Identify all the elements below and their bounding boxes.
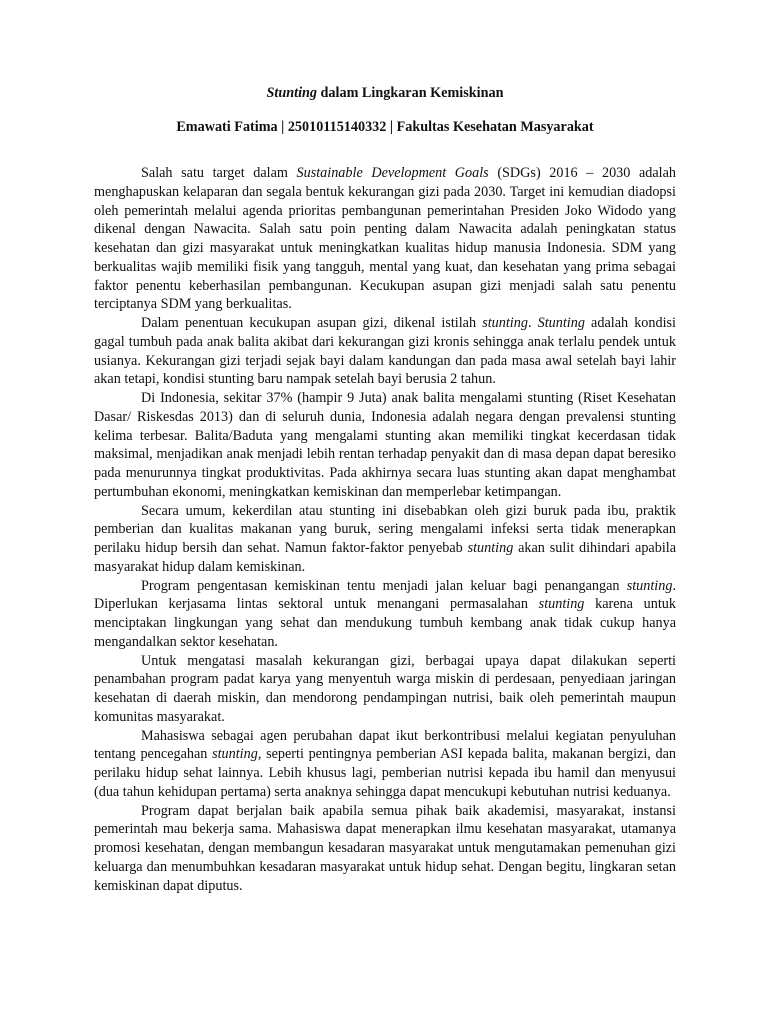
paragraph-text: Salah satu target dalam <box>141 165 297 181</box>
document-body <box>94 164 676 895</box>
paragraph-text: (SDGs) 2016 – 2030 adalah menghapuskan kelaparan dan segala bentuk kekurangan gizi pada 2030. Target ini kemudian diadopsi oleh pemerintah melalui agenda prioritas pembangunan pemerintahan Presiden Joko Widodo yang dikenal dengan Nawacita. Salah satu poin penting dalam Nawacita adalah peningkatan status kesehatan dan gizi masyarakat untuk meningkatkan kualitas hidup manusia Indonesia. SDM yang berkualitas wajib memiliki fisik yang tangguh, mental yang kuat, dan kesehatan yang prima sebagai faktor penentu keberhasilan pembangunan. Kecukupan asupan gizi menjadi salah satu penentu terciptanya SDM yang berkualitas. <box>94 165 676 313</box>
body-paragraph <box>94 577 676 652</box>
document-title-italic: Stunting <box>266 85 317 101</box>
paragraph-text: Dalam penentuan kecukupan asupan gizi, dikenal istilah <box>141 315 483 331</box>
document-title <box>94 84 676 102</box>
paragraph-text: . <box>527 315 538 331</box>
document-title-rest: dalam Lingkaran Kemiskinan <box>317 85 504 101</box>
paragraph-text: karena untuk menciptakan lingkungan yang sehat dan mendukung tumbuh kembang anak tidak cukup hanya mengandalkan sektor kesehatan. <box>94 596 676 650</box>
italic-term: Stunting <box>537 315 585 331</box>
body-paragraph <box>94 802 676 896</box>
body-paragraph <box>94 389 676 502</box>
italic-term: Sustainable Development Goals <box>296 165 489 181</box>
paragraph-text: akan sulit dihindari apabila masyarakat hidup dalam kemiskinan. <box>94 540 676 575</box>
document-page <box>94 84 676 895</box>
paragraph-text: Untuk mengatasi masalah kekurangan gizi, berbagai upaya dapat dilakukan seperti penambahan program padat karya yang menyentuh warga miskin di perdesaan, penyediaan jaringan kesehatan di daerah miskin, dan mendorong pendampingan nutrisi, baik oleh pemerintah maupun komunitas masyarakat. <box>94 652 676 725</box>
paragraph-text: , seperti pentingnya pemberian ASI kepada balita, makanan bergizi, dan perilaku hidup sehat lainnya. Lebih khusus lagi, pemberian nutrisi kepada ibu hamil dan menyusui (dua tahun kehidupan pertama) serta anaknya sehingga dapat mencukupi kebutuhan nutrisi keduanya. <box>94 746 676 800</box>
paragraph-text: Mahasiswa sebagai agen perubahan dapat ikut berkontribusi melalui kegiatan penyuluhan tentang pencegahan <box>94 727 676 763</box>
italic-term: stunting <box>538 596 585 613</box>
paragraph-text: . Diperlukan kerjasama lintas sektoral untuk menangani permasalahan <box>94 577 676 613</box>
italic-term: stunting <box>626 577 673 594</box>
italic-term: stunting <box>467 540 514 556</box>
body-paragraph <box>94 652 676 727</box>
body-paragraph <box>94 502 676 577</box>
paragraph-text: Secara umum, kekerdilan atau stunting ini disebabkan oleh gizi buruk pada ibu, praktik pemberian dan kualitas makanan yang buruk, sering mengalami infeksi serta tidak menerapkan perilaku hidup bersih dan sehat. Namun faktor-faktor penyebab <box>94 502 676 556</box>
italic-term: stunting <box>212 746 258 763</box>
paragraph-text: Di Indonesia, sekitar 37% (hampir 9 Juta) anak balita mengalami stunting (Riset Kesehatan Dasar/ Riskesdas 2013) dan di seluruh dunia, Indonesia adalah negara dengan prevalensi stunting kelima terbesar. Balita/Baduta yang mengalami stunting akan memiliki tingkat kecerdasan tidak maksimal, menjadikan anak menjadi lebih rentan terhadap penyakit dan di masa depan dapat beresiko pada menurunnya tingkat produktivitas. Pada akhirnya secara luas stunting akan dapat menghambat pertumbuhan ekonomi, meningkatkan kemiskinan dan memperlebar ketimpangan. <box>94 390 676 500</box>
body-paragraph <box>94 164 676 314</box>
paragraph-text: Program dapat berjalan baik apabila semua pihak baik akademisi, masyarakat, instansi pemerintah mau bekerja sama. Mahasiswa dapat menerapkan ilmu kesehatan masyarakat, utamanya promosi kesehatan, dengan membangun kesadaran masyarakat untuk mengutamakan pemenuhan gizi keluarga dan menumbuhkan kesadaran masyarakat untuk hidup sehat. Dengan begitu, lingkaran setan kemiskinan dapat diputus. <box>94 802 676 894</box>
body-paragraph <box>94 314 676 389</box>
author-line: Emawati Fatima | 25010115140332 | Fakultas Kesehatan Masyarakat <box>176 119 594 135</box>
paragraph-text: adalah kondisi gagal tumbuh pada anak balita akibat dari kekurangan gizi kronis sehingga anak terlalu pendek untuk usianya. Kekurangan gizi terjadi sejak bayi dalam kandungan dan pada masa awal setelah bayi lahir akan tetapi, kondisi stunting baru nampak setelah bayi berusia 2 tahun. <box>94 315 676 388</box>
paragraph-text: Program pengentasan kemiskinan tentu menjadi jalan keluar bagi penangangan <box>141 577 627 594</box>
italic-term: stunting <box>482 315 528 331</box>
body-paragraph <box>94 727 676 802</box>
